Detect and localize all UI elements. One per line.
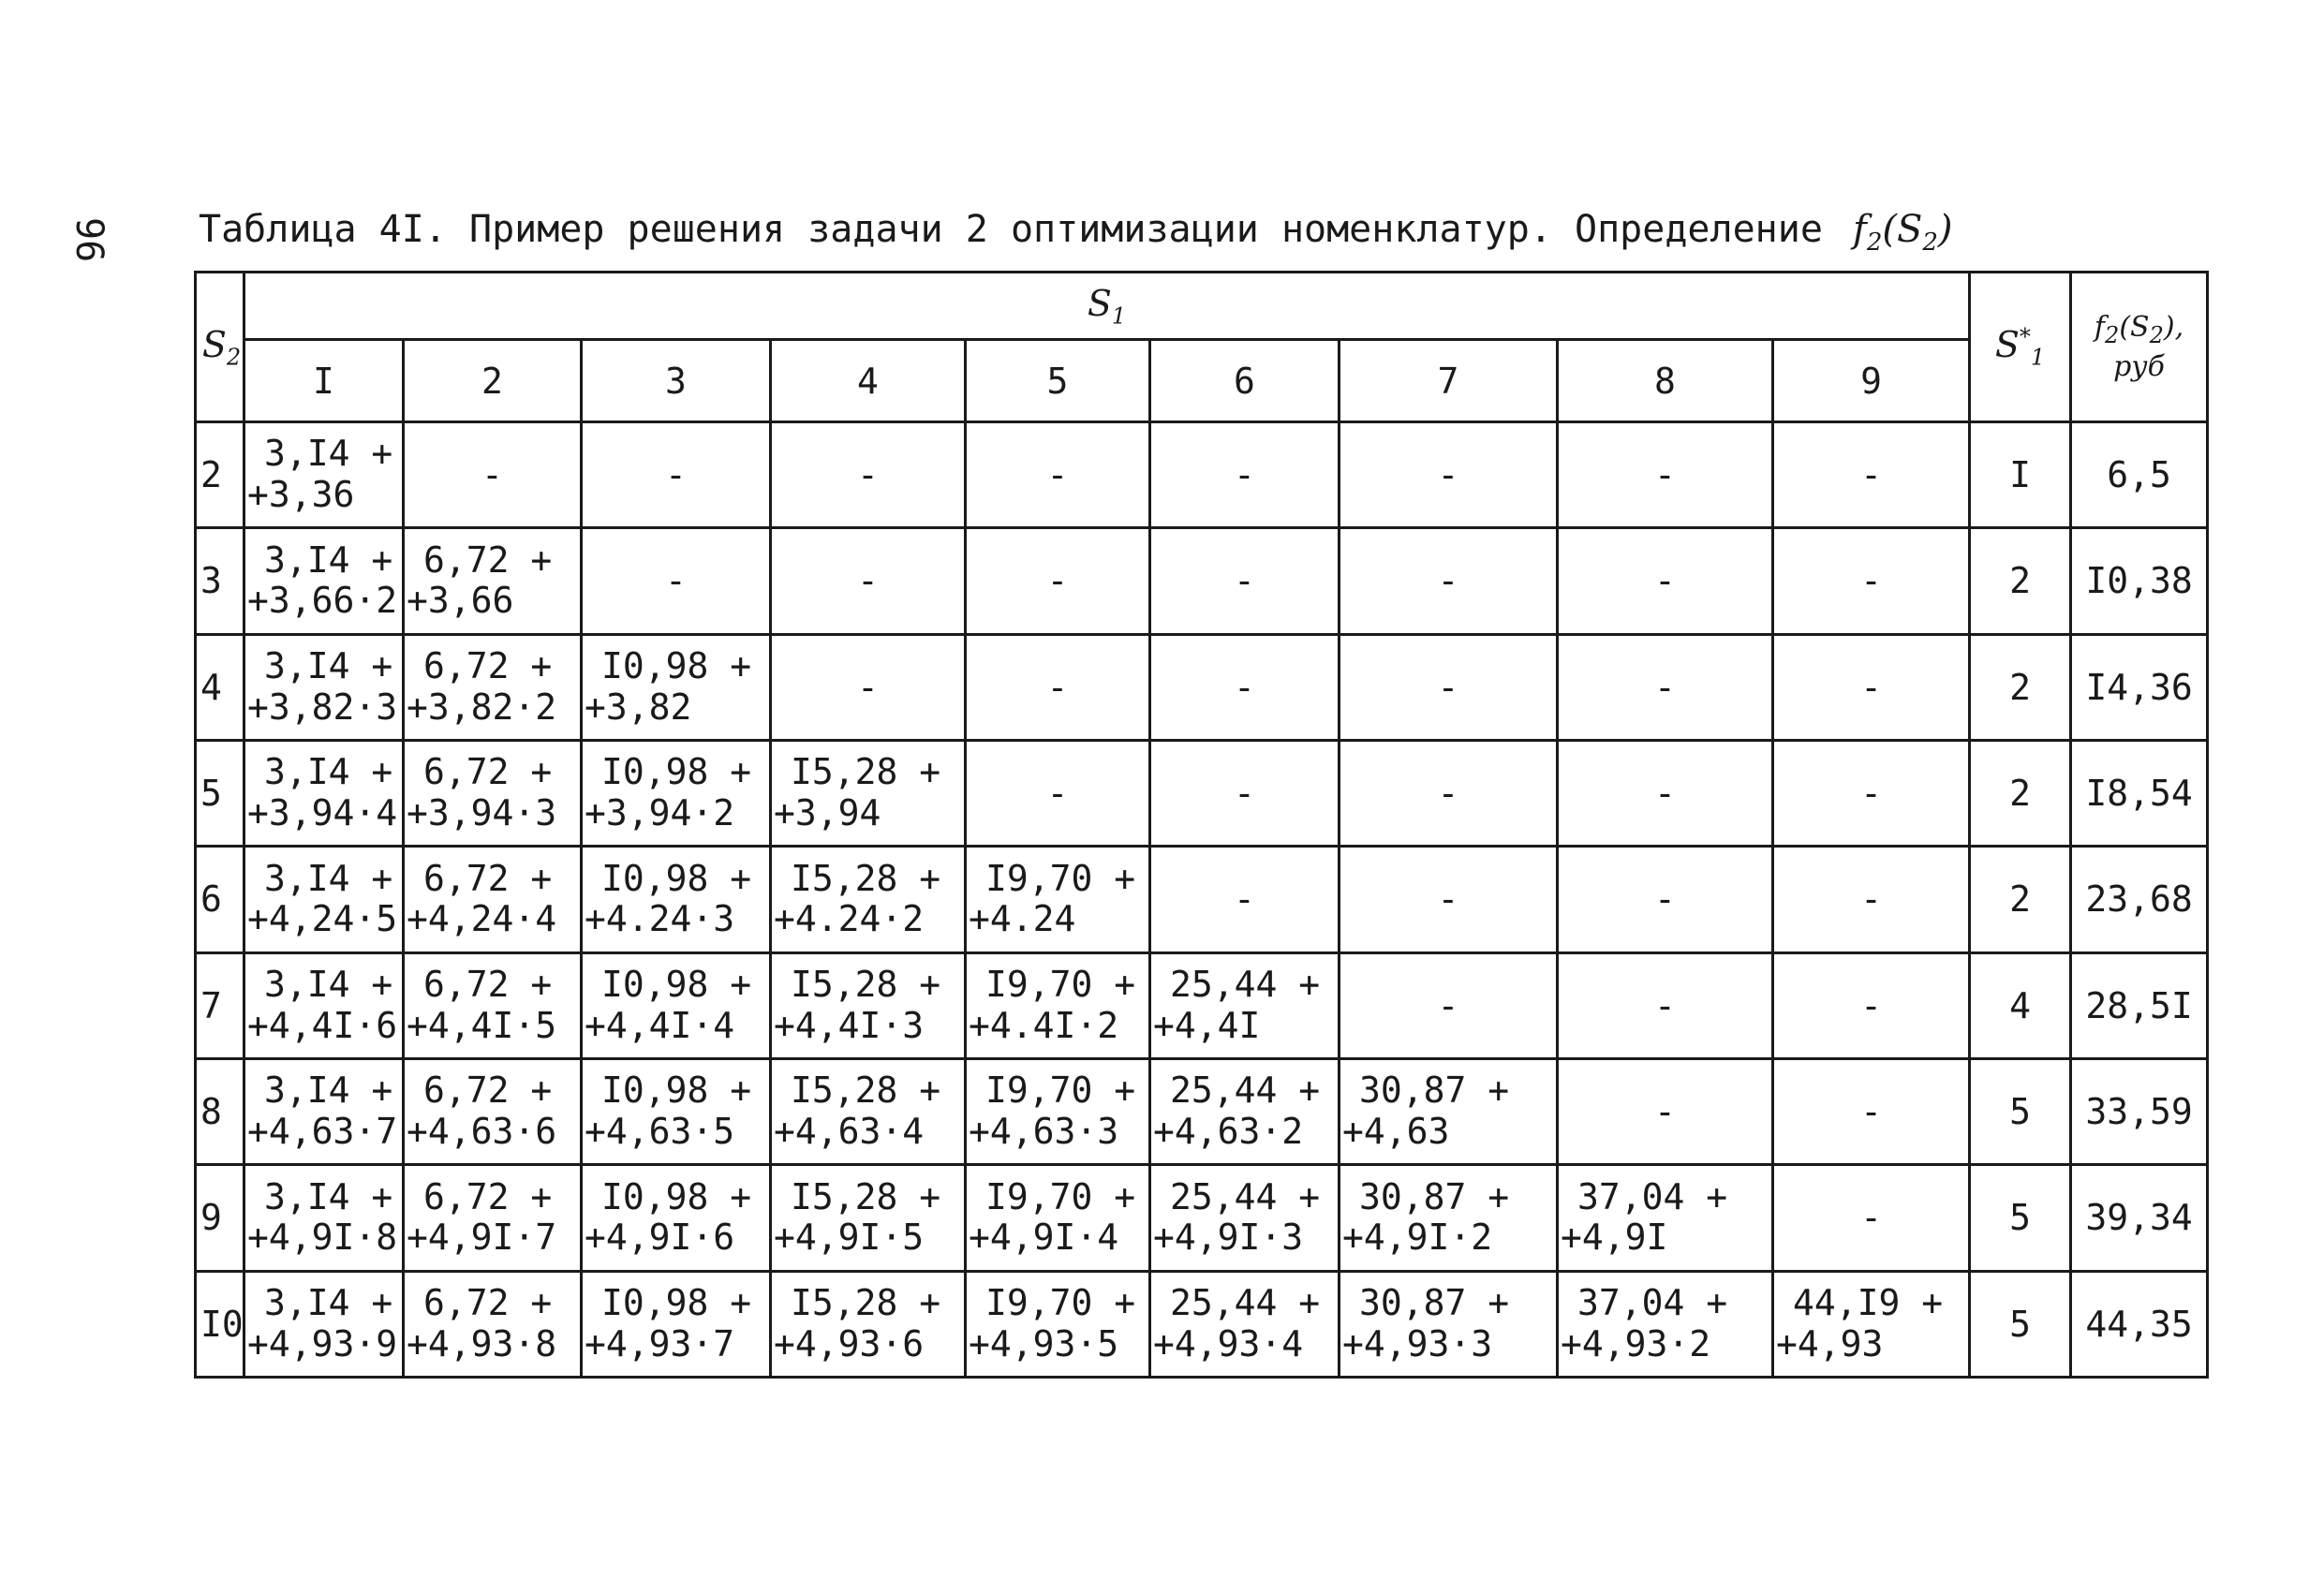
row-f2-value: 23,68 — [2071, 847, 2208, 952]
table-cell — [1150, 1271, 1340, 1377]
empty-cell-dash: - — [582, 422, 771, 528]
empty-cell-dash: - — [1340, 740, 1558, 846]
cell-line-1: I5,28 + — [791, 1282, 941, 1324]
cell-line-2: +4,93 — [1776, 1322, 1884, 1364]
cell-line-1: I0,98 + — [601, 751, 752, 793]
table-cell — [404, 634, 582, 740]
table-cell — [771, 952, 966, 1058]
empty-cell-dash: - — [1340, 634, 1558, 740]
table-cell — [244, 740, 404, 846]
empty-cell-dash: - — [966, 528, 1150, 634]
cell-line-1: 6,72 + — [423, 964, 553, 1006]
caption-text: Таблица 4I. Пример решения задачи 2 оптимизации номенклатур. Определение — [199, 208, 1823, 251]
empty-cell-dash: - — [1773, 847, 1970, 952]
table-row — [196, 952, 2208, 1058]
s1-optimal-header: $S^*_1$ — [1970, 273, 2071, 422]
cell-line-2: +4,24·4 — [407, 898, 557, 940]
empty-cell-dash: - — [1558, 740, 1773, 846]
table-cell — [582, 952, 771, 1058]
table-cell — [1150, 1165, 1340, 1271]
cell-line-2: +3,82·2 — [407, 686, 557, 728]
row-s1-optimal: 5 — [1970, 1058, 2071, 1164]
cell-line-1: 3,I4 + — [264, 433, 393, 475]
table-cell — [244, 952, 404, 1058]
cell-line-1: 30,87 + — [1359, 1282, 1510, 1324]
table-cell — [404, 740, 582, 846]
cell-line-1: I0,98 + — [601, 1175, 752, 1217]
table-cell — [771, 740, 966, 846]
cell-line-2: +4,9I·5 — [774, 1217, 925, 1259]
empty-cell-dash: - — [1150, 634, 1340, 740]
cell-line-1: 25,44 + — [1170, 1282, 1321, 1324]
cell-line-1: 3,I4 + — [264, 1069, 393, 1112]
cell-line-1: 6,72 + — [423, 857, 553, 899]
table-cell — [1150, 952, 1340, 1058]
empty-cell-dash: - — [1340, 422, 1558, 528]
row-f2-value: 33,59 — [2071, 1058, 2208, 1164]
cell-line-2: +4,9I·6 — [585, 1217, 735, 1259]
cell-line-2: +4,9I·4 — [969, 1217, 1119, 1259]
row-s2-value: 3 — [196, 528, 244, 634]
empty-cell-dash: - — [1773, 952, 1970, 1058]
empty-cell-dash: - — [1340, 952, 1558, 1058]
cell-line-2: +4.24 — [969, 898, 1076, 940]
cell-line-1: I9,70 + — [985, 1175, 1136, 1217]
cell-line-2: +3,94 — [774, 792, 881, 834]
table-cell — [244, 1271, 404, 1377]
cell-line-1: 3,I4 + — [264, 857, 393, 899]
table-cell — [404, 528, 582, 634]
cell-line-1: I5,28 + — [791, 1069, 941, 1112]
cell-line-1: I9,70 + — [985, 857, 1136, 899]
optimization-table — [194, 271, 2209, 1379]
row-f2-value: 44,35 — [2071, 1271, 2208, 1377]
cell-line-1: 37,04 + — [1577, 1175, 1728, 1217]
row-s2-value: 9 — [196, 1165, 244, 1271]
table-row — [196, 1058, 2208, 1164]
cell-line-1: 6,72 + — [423, 751, 553, 793]
table-cell — [582, 634, 771, 740]
empty-cell-dash: - — [1150, 422, 1340, 528]
caption-function: $f_2(S_2)$ — [1853, 208, 1953, 257]
empty-cell-dash: - — [966, 634, 1150, 740]
cell-line-2: +4,9I·3 — [1153, 1217, 1304, 1259]
row-f2-value: 39,34 — [2071, 1165, 2208, 1271]
empty-cell-dash: - — [1773, 528, 1970, 634]
table-cell — [771, 1271, 966, 1377]
cell-line-2: +4,93·6 — [774, 1322, 925, 1364]
empty-cell-dash: - — [1558, 528, 1773, 634]
cell-line-2: +4,9I·7 — [407, 1217, 557, 1259]
cell-line-1: 3,I4 + — [264, 538, 393, 581]
cell-line-1: I5,28 + — [791, 751, 941, 793]
cell-line-1: 3,I4 + — [264, 964, 393, 1006]
table-cell — [582, 847, 771, 952]
cell-line-1: 3,I4 + — [264, 751, 393, 793]
empty-cell-dash: - — [1558, 847, 1773, 952]
cell-line-1: I0,98 + — [601, 645, 752, 687]
cell-line-2: +4,63·2 — [1153, 1111, 1304, 1153]
cell-line-2: +4,24·5 — [247, 898, 398, 940]
cell-line-2: +3,66·2 — [247, 580, 398, 622]
empty-cell-dash: - — [966, 740, 1150, 846]
cell-line-2: +4,63·6 — [407, 1111, 557, 1153]
s1-column-header: 6 — [1150, 340, 1340, 422]
empty-cell-dash: - — [1773, 634, 1970, 740]
cell-line-2: +4,63·5 — [585, 1111, 735, 1153]
cell-line-1: I5,28 + — [791, 964, 941, 1006]
s1-column-header: 9 — [1773, 340, 1970, 422]
table-cell — [404, 952, 582, 1058]
s1-column-header: 8 — [1558, 340, 1773, 422]
table-cell — [966, 952, 1150, 1058]
empty-cell-dash: - — [1773, 1165, 1970, 1271]
row-s2-value: 4 — [196, 634, 244, 740]
table-cell — [1340, 1271, 1558, 1377]
cell-line-1: I9,70 + — [985, 964, 1136, 1006]
s1-column-header: 7 — [1340, 340, 1558, 422]
cell-line-2: +4,93·3 — [1342, 1322, 1493, 1364]
table-cell — [966, 1058, 1150, 1164]
row-s1-optimal: 2 — [1970, 634, 2071, 740]
cell-line-1: 3,I4 + — [264, 1282, 393, 1324]
cell-line-1: 6,72 + — [423, 1175, 553, 1217]
cell-line-2: +4,63·7 — [247, 1111, 398, 1153]
table-cell — [1340, 1165, 1558, 1271]
table-cell — [966, 1271, 1150, 1377]
cell-line-2: +4,63·3 — [969, 1111, 1119, 1153]
cell-line-2: +4,4I·6 — [247, 1004, 398, 1046]
empty-cell-dash: - — [1150, 740, 1340, 846]
table-row — [196, 634, 2208, 740]
table-cell — [1340, 1058, 1558, 1164]
table-cell — [771, 1165, 966, 1271]
cell-line-2: +4,93·4 — [1153, 1322, 1304, 1364]
table-row — [196, 528, 2208, 634]
cell-line-1: I0,98 + — [601, 1069, 752, 1112]
f2-header: $f_2(S_2)$, руб — [2071, 273, 2208, 422]
table-cell — [404, 1271, 582, 1377]
table-cell — [1558, 1165, 1773, 1271]
cell-line-1: 6,72 + — [423, 645, 553, 687]
row-s2-value: 2 — [196, 422, 244, 528]
cell-line-1: 25,44 + — [1170, 964, 1321, 1006]
cell-line-1: I9,70 + — [985, 1069, 1136, 1112]
table-row — [196, 847, 2208, 952]
table-cell — [966, 847, 1150, 952]
cell-line-2: +3,36 — [247, 474, 355, 516]
empty-cell-dash: - — [771, 634, 966, 740]
empty-cell-dash: - — [771, 422, 966, 528]
table-cell — [582, 1271, 771, 1377]
table-cell — [1558, 1271, 1773, 1377]
table-cell — [582, 740, 771, 846]
row-f2-value: I8,54 — [2071, 740, 2208, 846]
empty-cell-dash: - — [404, 422, 582, 528]
table-cell — [244, 634, 404, 740]
cell-line-1: I0,98 + — [601, 964, 752, 1006]
cell-line-1: 3,I4 + — [264, 1175, 393, 1217]
row-f2-value: 28,5I — [2071, 952, 2208, 1058]
row-s2-value: 7 — [196, 952, 244, 1058]
row-s1-optimal: 5 — [1970, 1165, 2071, 1271]
s1-header: $S_1$ — [244, 273, 1970, 340]
s1-column-header: 2 — [404, 340, 582, 422]
row-s1-optimal: 2 — [1970, 847, 2071, 952]
table-row — [196, 1271, 2208, 1377]
cell-line-1: 6,72 + — [423, 538, 553, 581]
table-row — [196, 422, 2208, 528]
s2-header: $S_2$ — [196, 273, 244, 422]
table-row — [196, 740, 2208, 846]
cell-line-2: +4,4I·3 — [774, 1004, 925, 1046]
cell-line-2: +4,63·4 — [774, 1111, 925, 1153]
s1-column-header: 5 — [966, 340, 1150, 422]
cell-line-2: +4,4I·4 — [585, 1004, 735, 1046]
cell-line-2: +4,9I·2 — [1342, 1217, 1493, 1259]
cell-line-2: +4,93·2 — [1561, 1322, 1711, 1364]
empty-cell-dash: - — [1340, 847, 1558, 952]
cell-line-1: 6,72 + — [423, 1282, 553, 1324]
empty-cell-dash: - — [1773, 422, 1970, 528]
table-cell — [1773, 1271, 1970, 1377]
cell-line-2: +4,9I — [1561, 1217, 1668, 1259]
s1-column-header: I — [244, 340, 404, 422]
cell-line-2: +4,93·5 — [969, 1322, 1119, 1364]
page-number: 96 — [67, 217, 111, 263]
cell-line-1: I5,28 + — [791, 857, 941, 899]
row-s1-optimal: 5 — [1970, 1271, 2071, 1377]
s1-column-header: 4 — [771, 340, 966, 422]
row-s1-optimal: 4 — [1970, 952, 2071, 1058]
table-cell — [1150, 1058, 1340, 1164]
table-caption — [199, 208, 1953, 257]
cell-line-2: +4,93·9 — [247, 1322, 398, 1364]
cell-line-1: 3,I4 + — [264, 645, 393, 687]
empty-cell-dash: - — [1773, 740, 1970, 846]
s1-column-header: 3 — [582, 340, 771, 422]
table-cell — [404, 1165, 582, 1271]
empty-cell-dash: - — [1558, 1058, 1773, 1164]
cell-line-2: +3,66 — [407, 580, 514, 622]
empty-cell-dash: - — [1340, 528, 1558, 634]
table-cell — [582, 1058, 771, 1164]
empty-cell-dash: - — [1558, 952, 1773, 1058]
cell-line-1: 25,44 + — [1170, 1175, 1321, 1217]
cell-line-1: 44,I9 + — [1793, 1282, 1944, 1324]
table-cell — [244, 847, 404, 952]
row-s2-value: 6 — [196, 847, 244, 952]
table-cell — [582, 1165, 771, 1271]
cell-line-1: I0,98 + — [601, 1282, 752, 1324]
table-cell — [771, 1058, 966, 1164]
cell-line-2: +4,4I·5 — [407, 1004, 557, 1046]
cell-line-2: +3,94·3 — [407, 792, 557, 834]
row-f2-value: I0,38 — [2071, 528, 2208, 634]
table-cell — [771, 847, 966, 952]
cell-line-1: 6,72 + — [423, 1069, 553, 1112]
row-s1-optimal: 2 — [1970, 740, 2071, 846]
cell-line-2: +3,94·4 — [247, 792, 398, 834]
empty-cell-dash: - — [771, 528, 966, 634]
table-cell — [966, 1165, 1150, 1271]
cell-line-2: +3,94·2 — [585, 792, 735, 834]
row-s2-value: 5 — [196, 740, 244, 846]
table-cell — [244, 528, 404, 634]
cell-line-1: I9,70 + — [985, 1282, 1136, 1324]
cell-line-2: +4,93·7 — [585, 1322, 735, 1364]
cell-line-2: +4,93·8 — [407, 1322, 557, 1364]
empty-cell-dash: - — [1150, 847, 1340, 952]
row-s1-optimal: 2 — [1970, 528, 2071, 634]
empty-cell-dash: - — [1773, 1058, 1970, 1164]
table-cell — [404, 1058, 582, 1164]
row-f2-value: I4,36 — [2071, 634, 2208, 740]
row-s2-value: I0 — [196, 1271, 244, 1377]
table-cell — [244, 1165, 404, 1271]
table-cell — [244, 422, 404, 528]
cell-line-2: +4.4I·2 — [969, 1004, 1119, 1046]
cell-line-2: +4.24·3 — [585, 898, 735, 940]
table-cell — [404, 847, 582, 952]
cell-line-1: 30,87 + — [1359, 1175, 1510, 1217]
row-s1-optimal: I — [1970, 422, 2071, 528]
cell-line-1: I5,28 + — [791, 1175, 941, 1217]
row-f2-value: 6,5 — [2071, 422, 2208, 528]
empty-cell-dash: - — [582, 528, 771, 634]
cell-line-2: +4,9I·8 — [247, 1217, 398, 1259]
cell-line-2: +3,82 — [585, 686, 692, 728]
table-cell — [244, 1058, 404, 1164]
cell-line-1: 37,04 + — [1577, 1282, 1728, 1324]
row-s2-value: 8 — [196, 1058, 244, 1164]
cell-line-1: 25,44 + — [1170, 1069, 1321, 1112]
empty-cell-dash: - — [1558, 634, 1773, 740]
cell-line-1: 30,87 + — [1359, 1069, 1510, 1112]
table-row — [196, 1165, 2208, 1271]
empty-cell-dash: - — [1150, 528, 1340, 634]
cell-line-2: +4,4I — [1153, 1004, 1261, 1046]
empty-cell-dash: - — [1558, 422, 1773, 528]
empty-cell-dash: - — [966, 422, 1150, 528]
cell-line-2: +4,63 — [1342, 1111, 1450, 1153]
cell-line-2: +4.24·2 — [774, 898, 925, 940]
cell-line-1: I0,98 + — [601, 857, 752, 899]
cell-line-2: +3,82·3 — [247, 686, 398, 728]
